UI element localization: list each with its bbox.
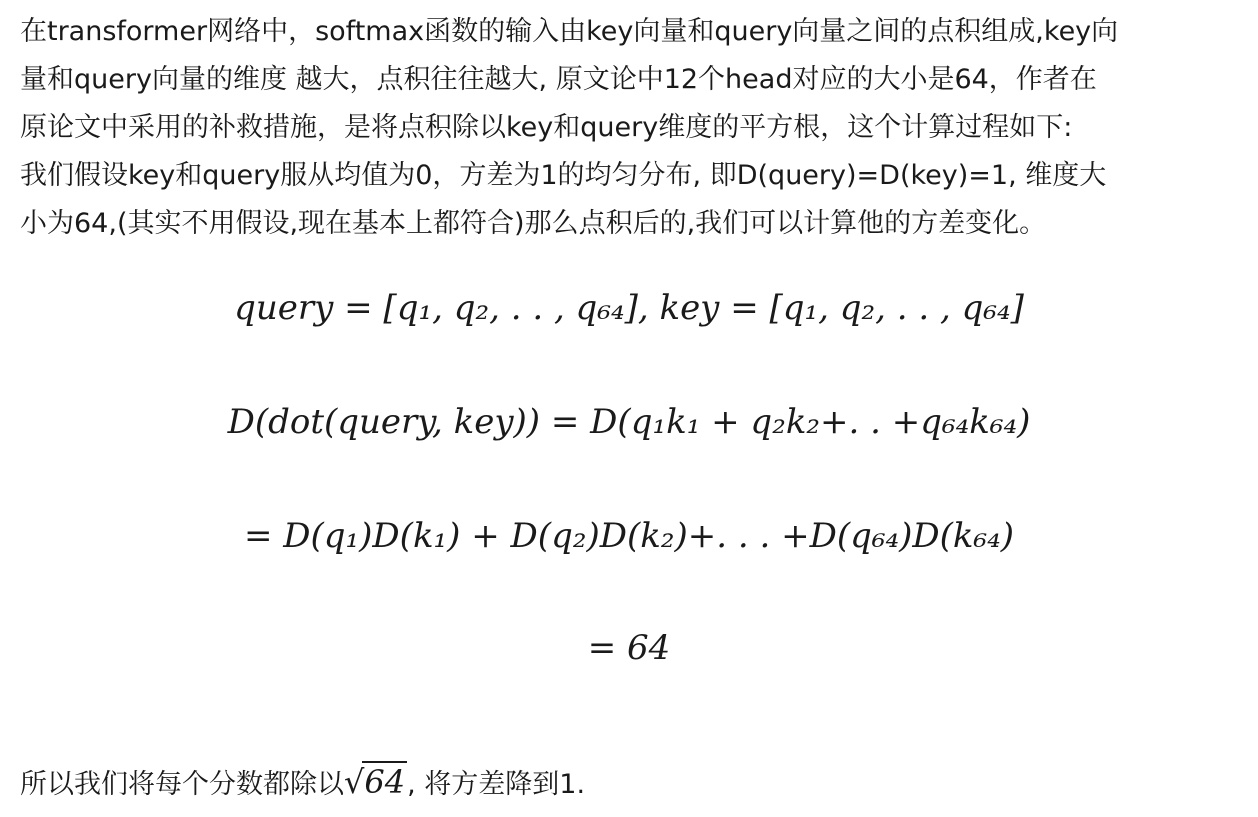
conclusion-paragraph <box>20 760 585 807</box>
equation-query-key-definition <box>0 288 1258 328</box>
intro-line: 量和query向量的维度 越大，点积往往越大, 原文论中12个head对应的大小是64，作者在 <box>20 64 1097 95</box>
equation-text: = D(q₁)D(k₁) + D(q₂)D(k₂)+. . . +D(q₆₄)D(k₆₄) <box>243 516 1015 556</box>
sqrt-radicand: 64 <box>364 763 406 801</box>
equation-text: = 64 <box>587 628 671 668</box>
intro-line: 在transformer网络中，softmax函数的输入由key向量和query向量之间的点积组成,key向 <box>20 16 1119 47</box>
conclusion-text-before: 所以我们将每个分数都除以 <box>20 769 344 800</box>
intro-line: 小为64,(其实不用假设,现在基本上都符合)那么点积后的,我们可以计算他的方差变化。 <box>20 208 1047 239</box>
sqrt-symbol: √ <box>344 763 365 801</box>
equation-result <box>0 628 1258 668</box>
intro-line: 我们假设key和query服从均值为0，方差为1的均匀分布, 即D(query)=D(key)=1, 维度大 <box>20 160 1107 191</box>
equation-text: query = [q₁, q₂, . . , q₆₄], key = [q₁, q₂, . . , q₆₄] <box>234 288 1024 328</box>
intro-line: 原论文中采用的补救措施，是将点积除以key和query维度的平方根，这个计算过程如下: <box>20 112 1073 143</box>
sqrt-expression <box>344 760 407 804</box>
conclusion-text-after: , 将方差降到1. <box>407 769 586 800</box>
intro-paragraph <box>20 8 1250 248</box>
equation-text: D(dot(query, key)) = D(q₁k₁ + q₂k₂+. . +q₆₄k₆₄) <box>227 402 1031 442</box>
equation-variance-expansion <box>0 516 1258 556</box>
equation-dot-variance <box>0 402 1258 442</box>
